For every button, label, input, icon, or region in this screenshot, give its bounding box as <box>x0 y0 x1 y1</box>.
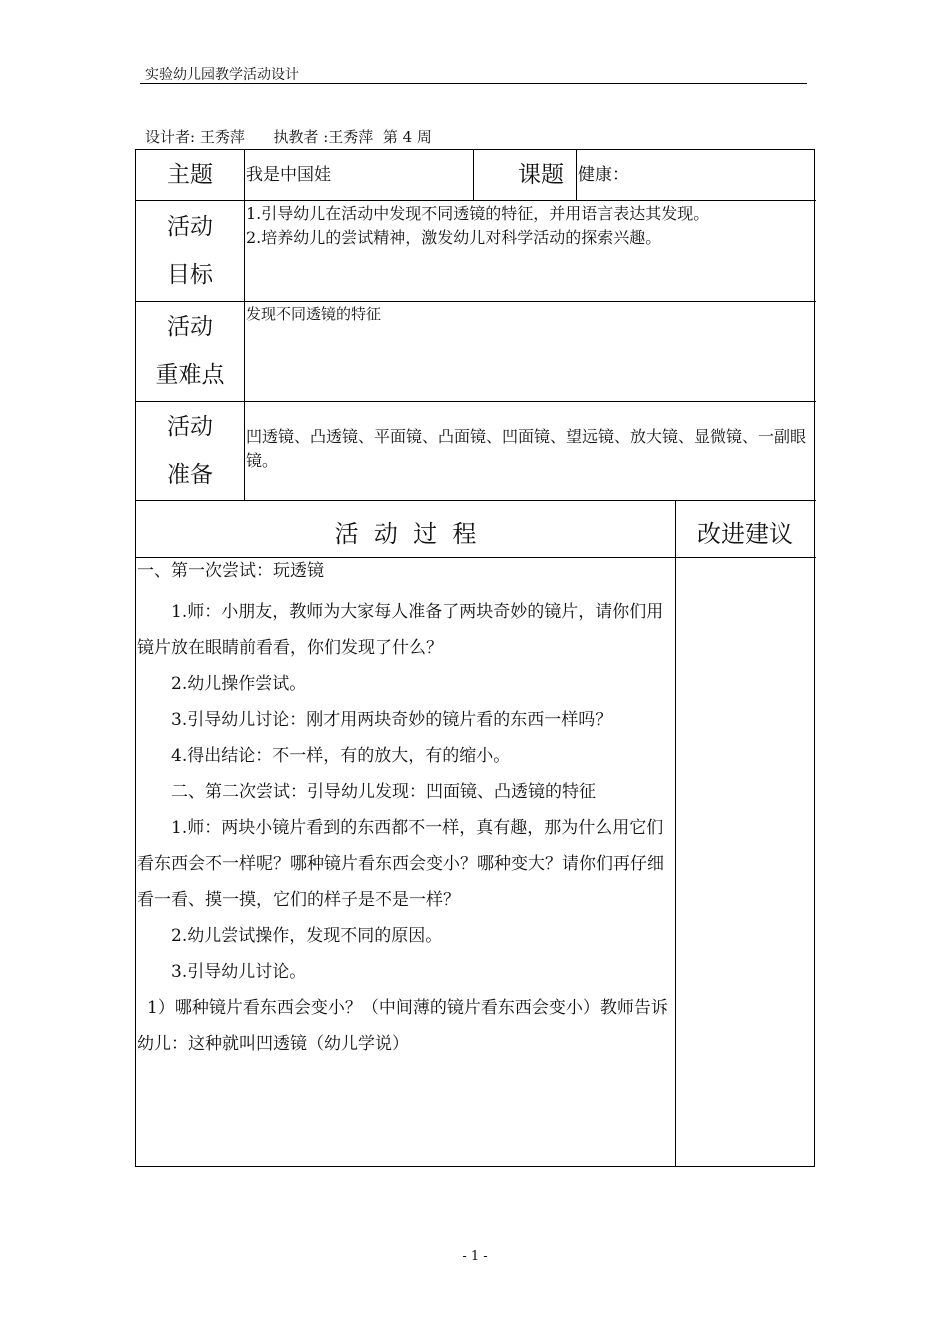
designer: 设计者: 王秀萍 <box>145 128 245 146</box>
process-step: 二、第二次尝试：引导幼儿发现：凹面镜、凸透镜的特征 <box>171 782 596 802</box>
goals-label-2: 目标 <box>167 262 213 288</box>
process-title: 活 动 过 程 <box>334 520 477 548</box>
process-step: 3.引导幼儿讨论。 <box>171 962 307 982</box>
process-step: 1.师：小朋友，教师为大家每人准备了两块奇妙的镜片，请你们用镜片放在眼睛前看看，你们发现了什么？ <box>137 602 664 658</box>
teacher: 执教者 :王秀萍 <box>273 128 374 146</box>
week: 第 4 周 <box>382 128 432 146</box>
row-divider <box>136 301 816 302</box>
process-step: 4.得出结论：不一样，有的放大，有的缩小。 <box>171 746 511 766</box>
header-rule <box>140 83 807 84</box>
meta-line <box>145 126 432 147</box>
col-divider <box>576 150 577 200</box>
topic-label: 主题 <box>167 162 213 188</box>
goal-1: 1.引导幼儿在活动中发现不同透镜的特征，并用语言表达其发现。 <box>246 204 710 223</box>
prep-label-1: 活动 <box>167 414 213 440</box>
process-step: 3.引导幼儿讨论：刚才用两块奇妙的镜片看的东西一样吗？ <box>171 710 613 730</box>
row-divider <box>136 200 816 201</box>
document-header: 实验幼儿园教学活动设计 <box>145 67 299 83</box>
col-divider <box>675 500 676 1167</box>
process-step: 2.幼儿尝试操作，发现不同的原因。 <box>171 926 443 946</box>
process-step: 2.幼儿操作尝试。 <box>171 674 307 694</box>
process-body <box>137 558 675 1062</box>
suggest-title: 改进建议 <box>697 520 793 548</box>
lesson-value: 健康： <box>578 165 629 185</box>
lesson-label: 课题 <box>518 162 564 188</box>
topic-value: 我是中国娃 <box>246 165 331 185</box>
key-text: 发现不同透镜的特征 <box>246 305 382 323</box>
goals-label-1: 活动 <box>167 214 213 240</box>
prep-label-2: 准备 <box>167 462 213 488</box>
process-step: 一、第一次尝试：玩透镜 <box>137 561 324 581</box>
process-step: 1）哪种镜片看东西会变小？（中间薄的镜片看东西会变小）教师告诉幼儿：这种就叫凹透镜（幼儿学说） <box>137 998 668 1054</box>
page-number: - 1 - <box>462 1249 488 1264</box>
prep-text: 凹透镜、凸透镜、平面镜、凸面镜、凹面镜、望远镜、放大镜、显微镜、一副眼镜。 <box>246 427 807 470</box>
row-divider <box>136 500 816 501</box>
key-label-2: 重难点 <box>155 362 225 388</box>
row-divider <box>136 401 816 402</box>
goal-2: 2.培养幼儿的尝试精神，激发幼儿对科学活动的探索兴趣。 <box>246 228 662 247</box>
col-divider <box>244 150 245 500</box>
key-label-1: 活动 <box>167 314 213 340</box>
process-step: 1.师：两块小镜片看到的东西都不一样，真有趣，那为什么用它们看东西会不一样呢？哪种镜片看东西会变小？哪种变大？请你们再仔细看一看、摸一摸，它们的样子是不是一样？ <box>137 818 664 910</box>
